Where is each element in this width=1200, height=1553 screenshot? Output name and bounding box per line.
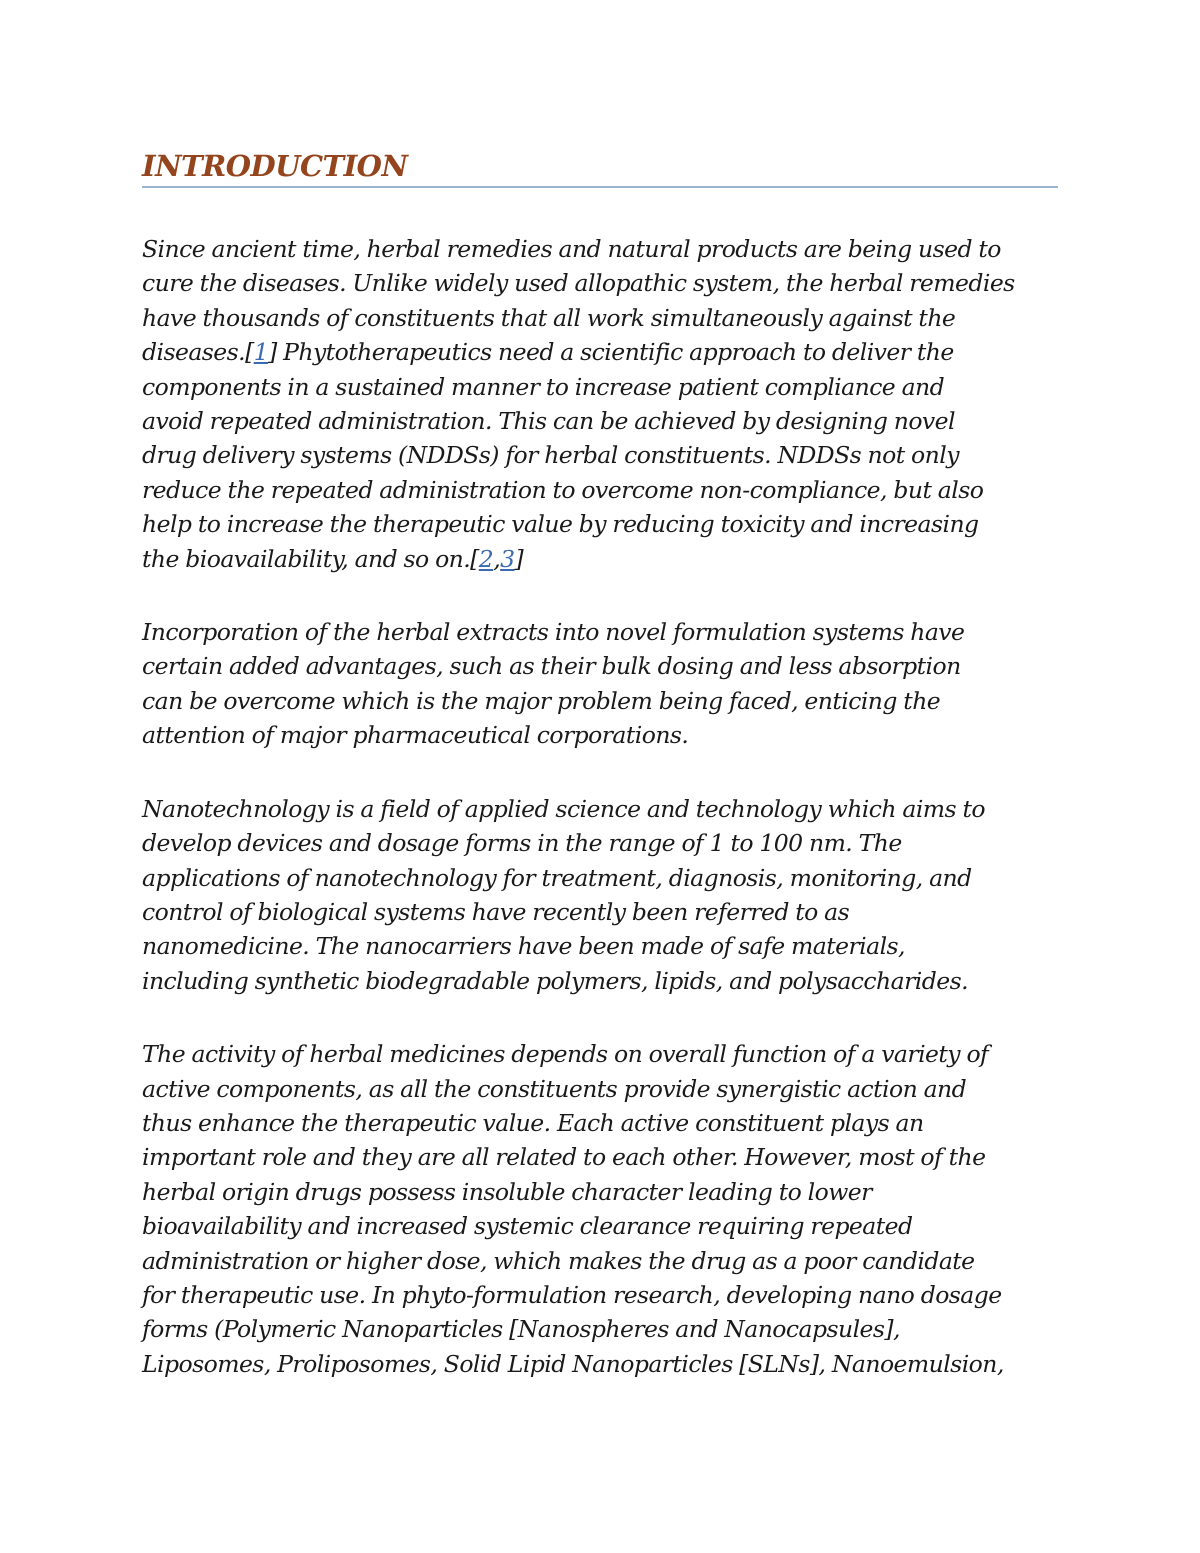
paragraph-line: administration or higher dose, which makes the drug as a poor candidate bbox=[142, 1246, 975, 1275]
paragraph-line: important role and they are all related to each other. However, most of the bbox=[142, 1143, 986, 1172]
document-page bbox=[142, 148, 1058, 1420]
paragraph-line: help to increase the therapeutic value by reducing toxicity and increasing bbox=[142, 510, 979, 539]
paragraph-line: forms (Polymeric Nanoparticles [Nanospheres and Nanocapsules], bbox=[142, 1315, 900, 1344]
heading-underline bbox=[142, 186, 1058, 188]
paragraph-line: avoid repeated administration. This can be achieved by designing novel bbox=[142, 407, 955, 436]
reference-link-3[interactable]: 3 bbox=[500, 544, 515, 573]
paragraph-line: bioavailability and increased systemic clearance requiring repeated bbox=[142, 1212, 913, 1241]
paragraph-line: nanomedicine. The nanocarriers have been made of safe materials, bbox=[142, 932, 905, 961]
paragraph-line: Incorporation of the herbal extracts into novel formulation systems have bbox=[142, 618, 965, 647]
paragraph-line: drug delivery systems (NDDSs) for herbal constituents. NDDSs not only bbox=[142, 441, 959, 470]
paragraph-line bbox=[142, 335, 1058, 369]
paragraph-line: applications of nanotechnology for treatment, diagnosis, monitoring, and bbox=[142, 863, 972, 892]
paragraph-line: The activity of herbal medicines depends on overall function of a variety of bbox=[142, 1040, 989, 1069]
reference-link-1[interactable]: 1 bbox=[253, 338, 269, 367]
section-heading: INTRODUCTION bbox=[142, 149, 408, 183]
paragraph-line: herbal origin drugs possess insoluble character leading to lower bbox=[142, 1177, 872, 1206]
paragraph-line: cure the diseases. Unlike widely used allopathic system, the herbal remedies bbox=[142, 269, 1015, 298]
paragraph-line: attention of major pharmaceutical corporations. bbox=[142, 721, 689, 750]
text-fragment: the bioavailability, and so on.[ bbox=[142, 544, 479, 573]
paragraph-line: thus enhance the therapeutic value. Each active constituent plays an bbox=[142, 1108, 924, 1137]
text-fragment: ] bbox=[514, 544, 524, 573]
paragraph-line: Liposomes, Proliposomes, Solid Lipid Nanoparticles [SLNs], Nanoemulsion, bbox=[142, 1349, 1004, 1378]
reference-link-2[interactable]: 2 bbox=[478, 544, 494, 573]
paragraph-line: including synthetic biodegradable polymers, lipids, and polysaccharides. bbox=[142, 966, 969, 995]
paragraph-3 bbox=[142, 792, 1058, 998]
text-fragment: ] Phytotherapeutics need a scientific approach to deliver the bbox=[268, 338, 954, 367]
paragraph-line bbox=[142, 542, 1058, 576]
paragraph-1 bbox=[142, 232, 1058, 576]
paragraph-line: active components, as all the constituents provide synergistic action and bbox=[142, 1074, 967, 1103]
text-fragment: diseases.[ bbox=[142, 338, 254, 367]
paragraph-2 bbox=[142, 615, 1058, 753]
paragraph-line: can be overcome which is the major problem being faced, enticing the bbox=[142, 686, 941, 715]
paragraph-line: reduce the repeated administration to overcome non-compliance, but also bbox=[142, 475, 984, 504]
paragraph-line: for therapeutic use. In phyto-formulation research, developing nano dosage bbox=[142, 1280, 1002, 1309]
paragraph-4 bbox=[142, 1037, 1058, 1381]
paragraph-line: certain added advantages, such as their bulk dosing and less absorption bbox=[142, 652, 961, 681]
paragraph-line: have thousands of constituents that all work simultaneously against the bbox=[142, 303, 956, 332]
paragraph-line: Nanotechnology is a field of applied science and technology which aims to bbox=[142, 794, 985, 823]
paragraph-line: develop devices and dosage forms in the range of 1 to 100 nm. The bbox=[142, 829, 902, 858]
paragraph-line: Since ancient time, herbal remedies and natural products are being used to bbox=[142, 235, 1001, 263]
text-fragment: , bbox=[493, 544, 501, 573]
paragraph-line: control of biological systems have recently been referred to as bbox=[142, 897, 850, 926]
paragraph-line: components in a sustained manner to increase patient compliance and bbox=[142, 372, 945, 401]
